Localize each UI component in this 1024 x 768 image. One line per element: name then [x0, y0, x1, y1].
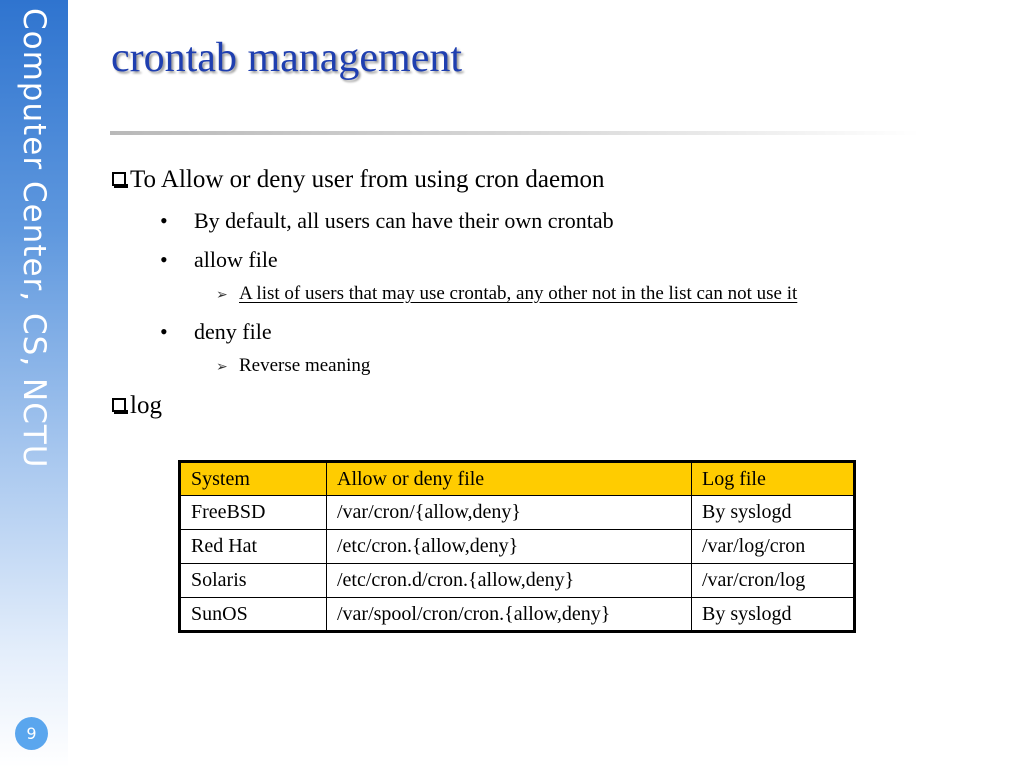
- bullet-allow-deny: [112, 166, 605, 194]
- table-row: [180, 598, 855, 632]
- table-cell: /var/cron/log: [692, 564, 855, 598]
- sub-bullet-deny-file: [160, 319, 272, 345]
- dot-bullet-icon: •: [160, 247, 168, 272]
- detail-allow-file: [216, 283, 797, 305]
- detail-text[interactable]: A list of users that may use crontab, any other not in the list can not use it: [239, 283, 798, 304]
- dot-bullet-icon: •: [160, 208, 168, 233]
- table-cell: /etc/cron.{allow,deny}: [327, 530, 692, 564]
- cron-files-table: [178, 460, 856, 633]
- table-cell: /etc/cron.d/cron.{allow,deny}: [327, 564, 692, 598]
- arrow-bullet-icon: ➢: [216, 287, 228, 303]
- checkbox-bullet-icon: [112, 398, 126, 412]
- slide-title: crontab management: [111, 35, 463, 81]
- header-cell: Allow or deny file: [327, 462, 692, 496]
- dot-bullet-icon: •: [160, 319, 168, 344]
- table-cell: By syslogd: [692, 598, 855, 632]
- table-cell: Solaris: [180, 564, 327, 598]
- bullet-log: [112, 392, 162, 420]
- table-cell: /var/spool/cron/cron.{allow,deny}: [327, 598, 692, 632]
- table-row: [180, 496, 855, 530]
- sub-bullet-allow-file: [160, 247, 278, 273]
- header-cell: System: [180, 462, 327, 496]
- sub-bullet-text: deny file: [194, 319, 272, 344]
- table-cell: Red Hat: [180, 530, 327, 564]
- detail-text: Reverse meaning: [239, 355, 371, 376]
- title-divider: [110, 131, 920, 135]
- sub-bullet-default: [160, 208, 614, 234]
- header-cell: Log file: [692, 462, 855, 496]
- table-row: [180, 530, 855, 564]
- table-row: [180, 564, 855, 598]
- arrow-bullet-icon: ➢: [216, 359, 228, 375]
- sub-bullet-text: By default, all users can have their own crontab: [194, 208, 614, 233]
- bullet-text: To Allow or deny user from using cron daemon: [130, 166, 605, 193]
- sub-bullet-text: allow file: [194, 247, 278, 272]
- checkbox-bullet-icon: [112, 172, 126, 186]
- detail-deny-file: [216, 355, 370, 377]
- sidebar-band: [0, 0, 68, 768]
- table-cell: /var/cron/{allow,deny}: [327, 496, 692, 530]
- table-cell: By syslogd: [692, 496, 855, 530]
- page-number-badge: 9: [15, 717, 48, 750]
- table-cell: FreeBSD: [180, 496, 327, 530]
- sidebar-title: Computer Center, CS, NCTU: [16, 8, 52, 469]
- table-header-row: [180, 462, 855, 496]
- bullet-text: log: [130, 392, 162, 419]
- table-cell: /var/log/cron: [692, 530, 855, 564]
- table-cell: SunOS: [180, 598, 327, 632]
